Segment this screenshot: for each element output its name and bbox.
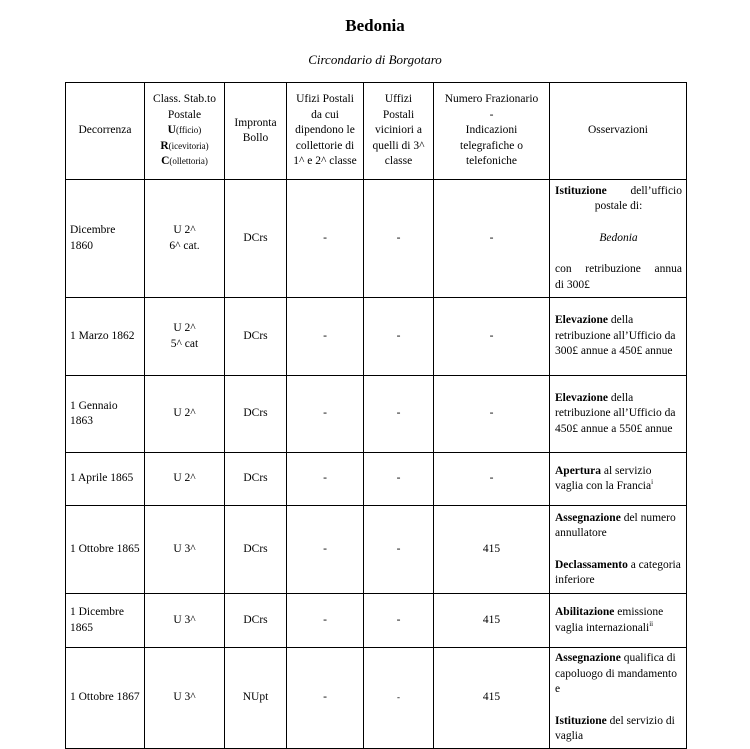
cell-uffizi: - bbox=[364, 648, 434, 749]
cell-osservazioni bbox=[550, 376, 687, 453]
obs-bold: Abilitazione bbox=[555, 606, 615, 618]
cell-ufizi: - bbox=[287, 376, 364, 453]
cell-decorrenza: 1 Dicembre 1865 bbox=[66, 594, 145, 648]
header-class-r-rest: (icevitoria) bbox=[168, 140, 209, 151]
cell-decorrenza: 1 Gennaio 1863 bbox=[66, 376, 145, 453]
table-row bbox=[66, 506, 687, 594]
cell-uffizi: - bbox=[364, 506, 434, 594]
cell-uffizi: - bbox=[364, 180, 434, 298]
cell-numero: - bbox=[434, 298, 550, 376]
cell-class: U 2^ bbox=[145, 453, 225, 506]
header-impronta-bollo: Impronta Bollo bbox=[225, 83, 287, 180]
cell-decorrenza: 1 Ottobre 1865 bbox=[66, 506, 145, 594]
header-uffizi-viciniori: Uffizi Postali viciniori a quelli di 3^ classe bbox=[364, 83, 434, 180]
cell-uffizi: - bbox=[364, 376, 434, 453]
obs-text-2: a categoria inferiore bbox=[555, 558, 681, 586]
cell-osservazioni bbox=[550, 594, 687, 648]
obs-place: Bedonia bbox=[599, 231, 638, 244]
postal-history-table bbox=[65, 82, 687, 749]
obs-tail-b: di 300£ bbox=[555, 278, 590, 291]
cell-osservazioni bbox=[550, 298, 687, 376]
obs-spacer bbox=[555, 542, 682, 558]
cell-ufizi: - bbox=[287, 648, 364, 749]
cell-class bbox=[145, 180, 225, 298]
cell-numero: - bbox=[434, 453, 550, 506]
cell-class-line2: 5^ cat bbox=[170, 337, 199, 350]
obs-text: emissione vaglia internazionali bbox=[555, 606, 664, 634]
cell-uffizi: - bbox=[364, 594, 434, 648]
cell-class-line1: U 2^ bbox=[173, 224, 196, 236]
cell-osservazioni bbox=[550, 453, 687, 506]
obs-text: del numero annullatore bbox=[555, 511, 676, 539]
cell-ufizi: - bbox=[287, 298, 364, 376]
obs-spacer bbox=[555, 246, 682, 262]
obs-line2: postale di: bbox=[594, 200, 643, 213]
cell-ufizi: - bbox=[287, 180, 364, 298]
page-title: Bedonia bbox=[345, 16, 405, 35]
header-class-r bbox=[149, 139, 220, 155]
obs-bold: Assegnazione bbox=[555, 511, 621, 524]
header-numero-line3: Indicazioni telegrafiche o telefoniche bbox=[460, 124, 523, 168]
cell-bollo: DCrs bbox=[225, 594, 287, 648]
obs-bold-2: Istituzione bbox=[555, 714, 607, 727]
header-class-u-letter: U bbox=[167, 124, 176, 137]
cell-class-line1: U 2^ bbox=[173, 322, 196, 334]
table-row bbox=[66, 180, 687, 298]
obs-footnote-ref: ii bbox=[649, 619, 654, 628]
cell-bollo: NUpt bbox=[225, 648, 287, 749]
obs-text: qualifica di capoluogo di mandamento e bbox=[555, 652, 677, 695]
obs-footnote-ref: i bbox=[651, 478, 654, 487]
header-numero-frazionario bbox=[434, 83, 550, 180]
cell-osservazioni bbox=[550, 506, 687, 594]
cell-bollo: DCrs bbox=[225, 506, 287, 594]
header-class-line2: Postale bbox=[167, 108, 202, 121]
obs-bold: Assegnazione bbox=[555, 652, 621, 664]
table-row bbox=[66, 453, 687, 506]
obs-bold: Elevazione bbox=[555, 391, 609, 404]
cell-class: U 3^ bbox=[145, 594, 225, 648]
cell-numero: 415 bbox=[434, 648, 550, 749]
cell-class: U 2^ bbox=[145, 376, 225, 453]
obs-bold-2: Declassamento bbox=[555, 558, 628, 571]
cell-decorrenza: 1 Marzo 1862 bbox=[66, 298, 145, 376]
cell-uffizi: - bbox=[364, 298, 434, 376]
obs-spacer bbox=[555, 698, 682, 714]
cell-ufizi: - bbox=[287, 506, 364, 594]
cell-ufizi: - bbox=[287, 594, 364, 648]
header-class-c-letter: C bbox=[161, 155, 170, 168]
header-class-c-rest: (ollettoria) bbox=[169, 156, 208, 167]
table-header-row bbox=[66, 83, 687, 180]
obs-bold: Istituzione bbox=[555, 184, 607, 197]
cell-class bbox=[145, 298, 225, 376]
obs-text: della retribuzione all’Ufficio da 300£ annue a 450£ annue bbox=[555, 314, 676, 358]
table-row bbox=[66, 594, 687, 648]
header-class-line1: Class. Stab.to bbox=[153, 93, 216, 106]
header-class-u-rest: (fficio) bbox=[175, 125, 202, 136]
obs-entry-2 bbox=[555, 714, 682, 745]
cell-decorrenza: Dicembre 1860 bbox=[66, 180, 145, 298]
cell-bollo: DCrs bbox=[225, 453, 287, 506]
obs-entry-1 bbox=[555, 651, 682, 698]
obs-spacer bbox=[555, 215, 682, 231]
cell-class-line2: 6^ cat. bbox=[169, 239, 200, 252]
cell-bollo: DCrs bbox=[225, 298, 287, 376]
cell-class: U 3^ bbox=[145, 506, 225, 594]
obs-text: della retribuzione all’Ufficio da 450£ annue a 550£ annue bbox=[555, 391, 676, 435]
header-osservazioni: Osservazioni bbox=[550, 83, 687, 180]
obs-tail-a: con retribuzione annua bbox=[555, 263, 682, 276]
header-numero-line1: Numero Frazionario bbox=[444, 93, 539, 106]
header-class-r-letter: R bbox=[160, 139, 169, 152]
header-class-stab bbox=[145, 83, 225, 180]
header-class-u bbox=[149, 123, 220, 139]
cell-numero: - bbox=[434, 180, 550, 298]
cell-bollo: DCrs bbox=[225, 376, 287, 453]
obs-bold: Apertura bbox=[555, 464, 601, 477]
cell-bollo: DCrs bbox=[225, 180, 287, 298]
cell-numero: 415 bbox=[434, 594, 550, 648]
table-row bbox=[66, 298, 687, 376]
obs-text-2: del servizio di vaglia bbox=[555, 714, 675, 742]
header-decorrenza: Decorrenza bbox=[66, 83, 145, 180]
header-ufizi-postali: Ufizi Postali da cui dipendono le collettorie di 1^ e 2^ classe bbox=[287, 83, 364, 180]
cell-osservazioni bbox=[550, 180, 687, 298]
cell-decorrenza: 1 Aprile 1865 bbox=[66, 453, 145, 506]
cell-ufizi: - bbox=[287, 453, 364, 506]
header-numero-line2: - bbox=[489, 108, 494, 121]
table-row bbox=[66, 648, 687, 749]
cell-class: U 3^ bbox=[145, 648, 225, 749]
cell-decorrenza: 1 Ottobre 1867 bbox=[66, 648, 145, 749]
cell-numero: 415 bbox=[434, 506, 550, 594]
obs-bold: Elevazione bbox=[555, 314, 609, 327]
page-subtitle: Circondario di Borgotaro bbox=[308, 52, 442, 67]
table-row bbox=[66, 376, 687, 453]
obs-text: dell’ufficio bbox=[606, 184, 682, 197]
cell-numero: - bbox=[434, 376, 550, 453]
cell-uffizi: - bbox=[364, 453, 434, 506]
obs-entry-2 bbox=[555, 558, 682, 589]
obs-text: al servizio vaglia con la Francia bbox=[555, 464, 652, 492]
obs-entry-1 bbox=[555, 511, 682, 542]
obs-line1 bbox=[555, 184, 682, 200]
cell-osservazioni bbox=[550, 648, 687, 749]
header-class-c bbox=[149, 154, 220, 170]
